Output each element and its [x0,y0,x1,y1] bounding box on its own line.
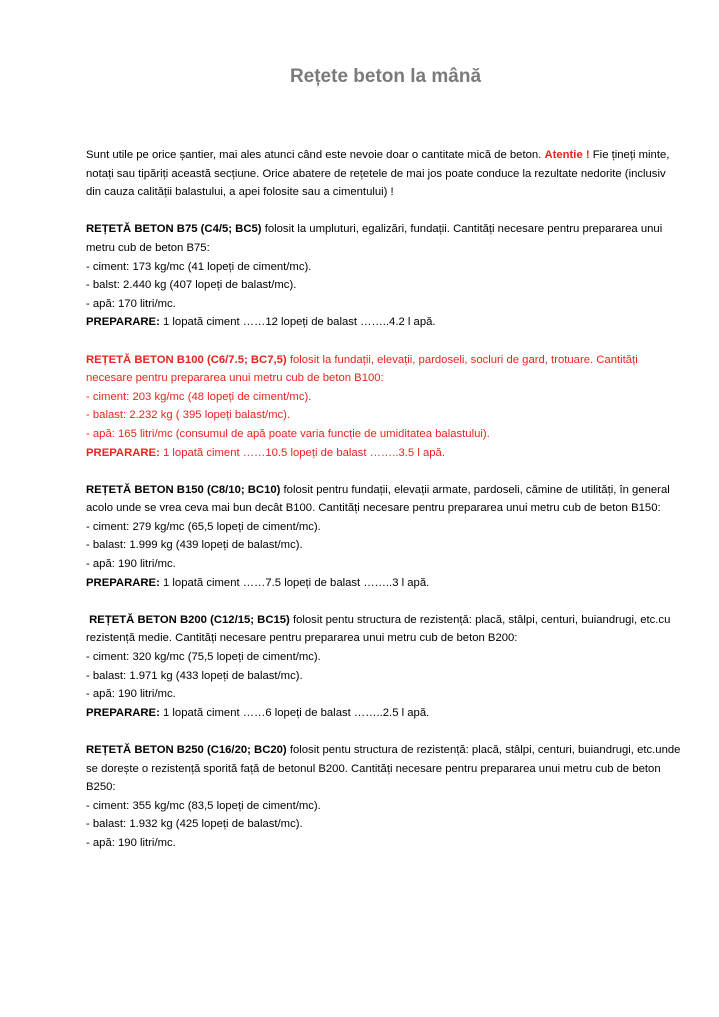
recipe-b75-preparation [86,313,681,332]
recipe-b200-desc: folosit pentu structura de rezistență: placă, stâlpi, centuri, buiandrugi, etc.cu rezistență medie. Cantități necesare pentru prepararea unui metru cub de beton B200: [86,613,671,645]
recipe-b100-heading: REȚETĂ BETON B100 (C6/7.5; BC7,5) [86,353,287,366]
recipe-b150 [86,481,681,593]
recipe-b75-ballast: - balst: 2.440 kg (407 lopeți de balast/mc). [86,279,297,292]
recipe-b200-ballast: - balast: 1.971 kg (433 lopeți de balast/mc). [86,669,303,682]
recipe-b150-cement: - ciment: 279 kg/mc (65,5 lopeți de ciment/mc). [86,520,321,533]
spacer [86,202,681,221]
intro-paragraph [86,146,681,202]
recipe-b250-ballast: - balast: 1.932 kg (425 lopeți de balast/mc). [86,818,303,831]
recipe-b250-water: - apă: 190 litri/mc. [86,836,176,849]
recipe-b200-water: - apă: 190 litri/mc. [86,688,176,701]
recipe-b100-intro [86,351,681,388]
recipe-b75-prep-label: PREPARARE: [86,316,160,329]
recipe-b100-desc: folosit la fundații, elevații, pardoseli, socluri de gard, trotuare. Cantități necesare pentru prepararea unui metru cub de beton B100: [86,353,638,385]
attention-label: Atentie ! [544,149,590,161]
recipe-b200 [86,611,681,723]
recipe-b75-prep-text: 1 lopată ciment ……12 lopeți de balast ……..4.2 l apă. [163,316,436,329]
recipe-b100-water: - apă: 165 litri/mc (consumul de apă poate varia funcție de umiditatea balastului). [86,427,490,440]
recipe-b250-heading: REȚETĂ BETON B250 (C16/20; BC20) [86,744,287,756]
recipe-b100 [86,351,681,463]
recipe-b250 [86,741,681,853]
recipe-b100-ballast: - balast: 2.232 kg ( 395 lopeți balast/mc). [86,409,291,422]
recipe-b200-cement: - ciment: 320 kg/mc (75,5 lopeți de ciment/mc). [86,651,321,664]
recipe-b75-intro [86,220,681,257]
recipe-b100-cement: - ciment: 203 kg/mc (48 lopeți de ciment/mc). [86,390,312,403]
recipe-b150-preparation [86,574,681,593]
recipe-b200-heading: REȚETĂ BETON B200 (C12/15; BC15) [89,613,290,626]
spacer [86,722,681,741]
recipe-b150-heading: REȚETĂ BETON B150 (C8/10; BC10) [86,483,281,496]
recipe-b250-cement: - ciment: 355 kg/mc (83,5 lopeți de ciment/mc). [86,799,321,812]
recipe-b200-preparation [86,704,681,723]
recipe-b150-intro [86,481,681,518]
recipe-b250-desc: folosit pentu structura de rezistență: placă, stâlpi, centuri, buiandrugi, etc.unde se dorește o rezistență sporită față de betonul B200. Cantități necesare pentru prepararea unui metru cub de beton B250: [86,744,681,794]
document-body [86,146,681,853]
intro-text-2: Fie țineți minte, notați sau tipăriți această secțiune. Orice abatere de rețetele de mai jos poate conduce la rezultate nedorite (inclusiv din cauza calității balastului, a apei folosite sau a cimentului) ! [86,149,670,199]
recipe-b200-prep-text: 1 lopată ciment ……6 lopeți de balast ……..2.5 l apă. [163,706,430,719]
spacer [86,332,681,351]
recipe-b75-water: - apă: 170 litri/mc. [86,297,176,310]
recipe-b150-prep-label: PREPARARE: [86,576,160,589]
recipe-b100-preparation [86,444,681,463]
recipe-b150-ballast: - balast: 1.999 kg (439 lopeți de balast/mc). [86,539,303,552]
recipe-b100-prep-label: PREPARARE: [86,446,160,459]
recipe-b75-heading: REȚETĂ BETON B75 (C4/5; BC5) [86,223,262,236]
recipe-b100-prep-text: 1 lopată ciment ……10.5 lopeți de balast ……..3.5 l apă. [163,446,445,459]
recipe-b250-intro [86,741,681,797]
recipe-b75-desc: folosit la umpluturi, egalizări, fundații. Cantități necesare pentru prepararea unui metru cub de beton B75: [86,223,663,254]
recipe-b200-prep-label: PREPARARE: [86,706,160,719]
recipe-b150-prep-text: 1 lopată ciment ……7.5 lopeți de balast ……..3 l apă. [163,576,430,589]
recipe-b150-desc: folosit pentru fundații, elevații armate, pardoseli, cămine de utilități, în general acolo unde se vrea ceva mai bun decât B100. Cantități necesare pentru prepararea unui metru cub de beton B150: [86,483,670,515]
recipe-b75-cement: - ciment: 173 kg/mc (41 lopeți de ciment/mc). [86,260,312,273]
spacer [86,462,681,481]
spacer [86,592,681,611]
page-title: Rețete beton la mână [289,66,482,87]
recipe-b200-intro [86,611,681,648]
recipe-b150-water: - apă: 190 litri/mc. [86,558,176,571]
intro-text-1: Sunt utile pe orice șantier, mai ales atunci când este nevoie doar o cantitate mică de beton. [86,149,542,161]
recipe-b75 [86,220,681,332]
